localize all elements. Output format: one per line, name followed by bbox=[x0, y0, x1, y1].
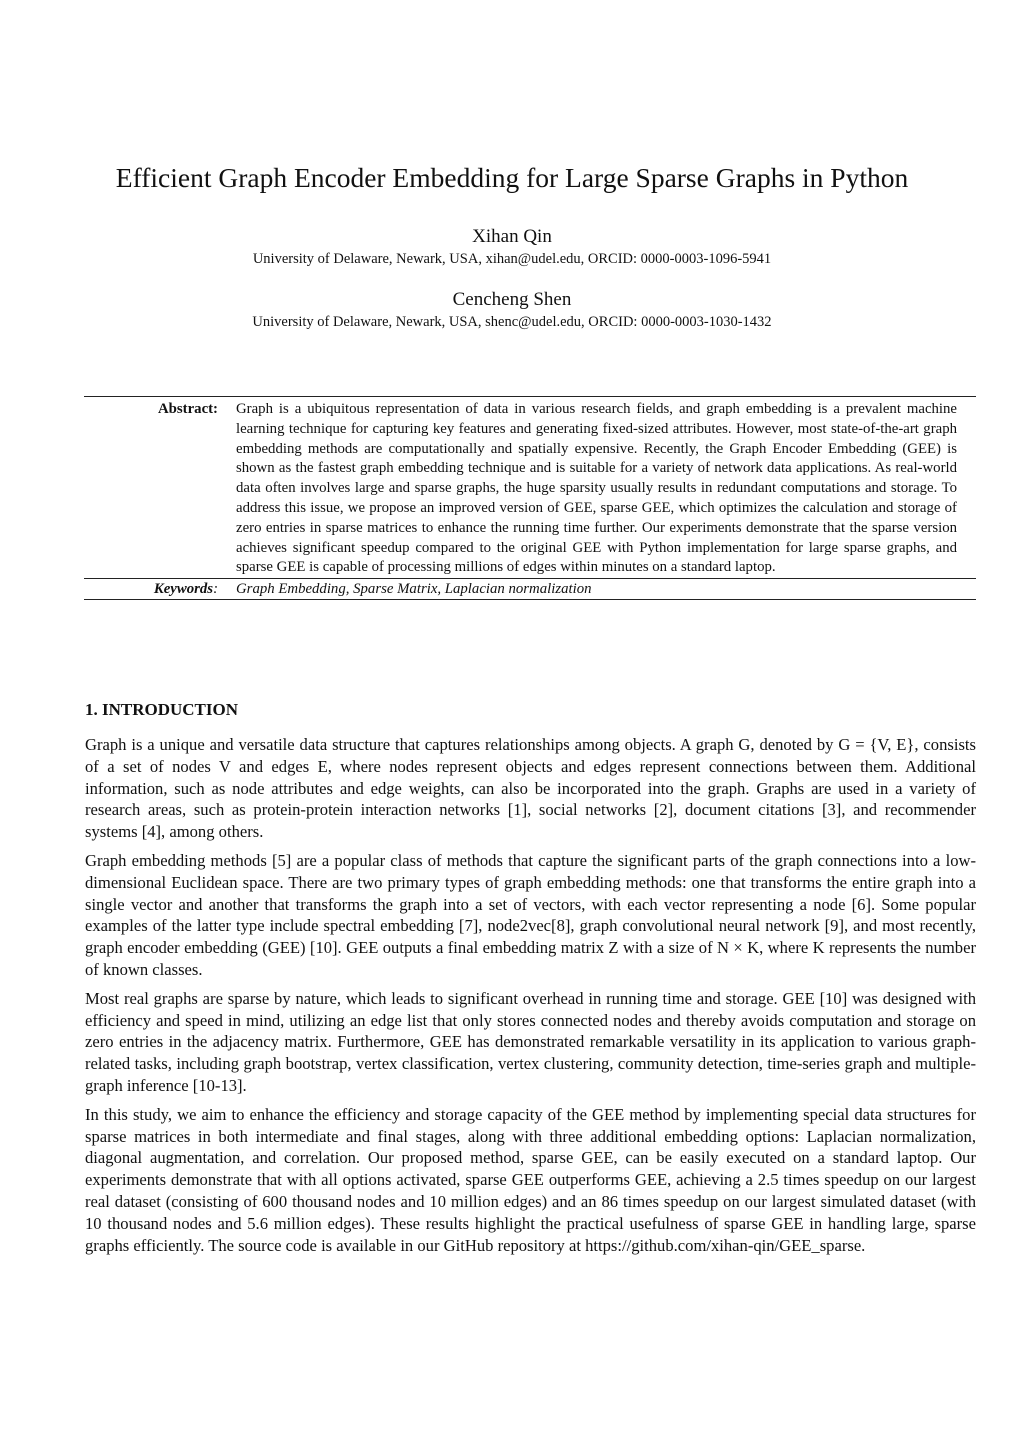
bottom-rule bbox=[84, 599, 976, 600]
body-paragraph: Graph is a unique and versatile data structure that captures relationships among objects. A graph G, denoted by G = {V, E}, consists of a set of nodes V and edges E, where nodes represent objects and edges represent connections between them. Additional information, such as node attributes and edge weights, can also be incorporated into the graph. Graphs are used in a variety of research areas, such as protein-protein interaction networks [1], social networks [2], document citations [3], and recommender systems [4], among others. bbox=[85, 735, 976, 842]
author-affiliation: University of Delaware, Newark, USA, xihan@udel.edu, ORCID: 0000-0003-1096-5941 bbox=[252, 251, 772, 267]
keywords-text: Graph Embedding, Sparse Matrix, Laplacian normalization bbox=[236, 581, 592, 598]
body-paragraph: Graph embedding methods [5] are a popular class of methods that capture the significant parts of the graph connections into a low-dimensional Euclidean space. There are two primary types of graph embedding methods: one that transforms the entire graph into a single vector and another that transforms the graph into a set of vectors, with each vector representing a node [6]. Some popular examples of the latter type include spectral embedding [7], node2vec[8], graph convolutional neural network [9], and most recently, graph encoder embedding (GEE) [10]. GEE outputs a final embedding matrix Z with a size of N × K, where K represents the number of known classes. bbox=[85, 850, 976, 979]
abstract-table bbox=[84, 396, 976, 600]
paper-title: Efficient Graph Encoder Embedding for Large Sparse Graphs in Python bbox=[115, 162, 909, 193]
abstract-text: Graph is a ubiquitous representation of data in various research fields, and graph embedding is a prevalent machine learning technique for capturing key features and generating fixed-sized attributes. However, most state-of-the-art graph embedding methods are computationally and spatially expensive. Recently, the Graph Encoder Embedding (GEE) is shown as the fastest graph embedding technique and is suitable for a variety of network data applications. As real-world data often involves large and sparse graphs, the huge sparsity usually results in redundant computations and storage. To address this issue, we propose an improved version of GEE, sparse GEE, which optimizes the calculation and storage of zero entries in sparse matrices to enhance the running time further. Our experiments demonstrate that the sparse version achieves significant speedup compared to the original GEE with Python implementation for large sparse graphs, and sparse GEE is capable of processing millions of edges within minutes on a standard laptop. bbox=[236, 401, 957, 576]
author-affiliation: University of Delaware, Newark, USA, shenc@udel.edu, ORCID: 0000-0003-1030-1432 bbox=[252, 314, 772, 330]
keywords-label-text: Keywords bbox=[153, 581, 214, 598]
body-paragraph: In this study, we aim to enhance the efficiency and storage capacity of the GEE method by implementing special data structures for sparse matrices in both intermediate and final stages, along with three additional embedding options: Laplacian normalization, diagonal augmentation, and correlation. Our proposed method, sparse GEE, can be easily executed on a standard laptop. Our experiments demonstrate that with all options activated, sparse GEE outperforms GEE, achieving a 2.5 times speedup on our largest real dataset (consisting of 600 thousand nodes and 10 million edges) and an 86 times speedup on our largest simulated dataset (with 10 thousand nodes and 5.6 million edges). These results highlight the practical usefulness of sparse GEE in handling large, sparse graphs efficiently. The source code is available in our GitHub repository at https://github.com/xihan-qin/GEE_sparse. bbox=[85, 1104, 976, 1255]
abstract-row bbox=[84, 397, 976, 578]
abstract-label: Abstract: bbox=[158, 401, 218, 417]
section-heading-introduction: 1. INTRODUCTION bbox=[85, 700, 239, 719]
author-name: Xihan Qin bbox=[472, 226, 552, 247]
author-block-2 bbox=[0, 289, 1024, 331]
keywords-colon: : bbox=[213, 581, 218, 598]
author-name: Cencheng Shen bbox=[452, 289, 572, 310]
body-paragraph: Most real graphs are sparse by nature, which leads to significant overhead in running time and storage. GEE [10] was designed with efficiency and speed in mind, utilizing an edge list that only stores connected nodes and thereby avoids computation and storage on zero entries in the adjacency matrix. Furthermore, GEE has demonstrated remarkable versatility in its application to various graph-related tasks, including graph bootstrap, vertex classification, vertex clustering, community detection, time-series graph and multiple-graph inference [10-13]. bbox=[85, 988, 976, 1095]
author-block-1 bbox=[0, 226, 1024, 268]
keywords-row bbox=[84, 579, 976, 599]
introduction-body bbox=[85, 734, 976, 1263]
keywords-label bbox=[84, 579, 236, 599]
